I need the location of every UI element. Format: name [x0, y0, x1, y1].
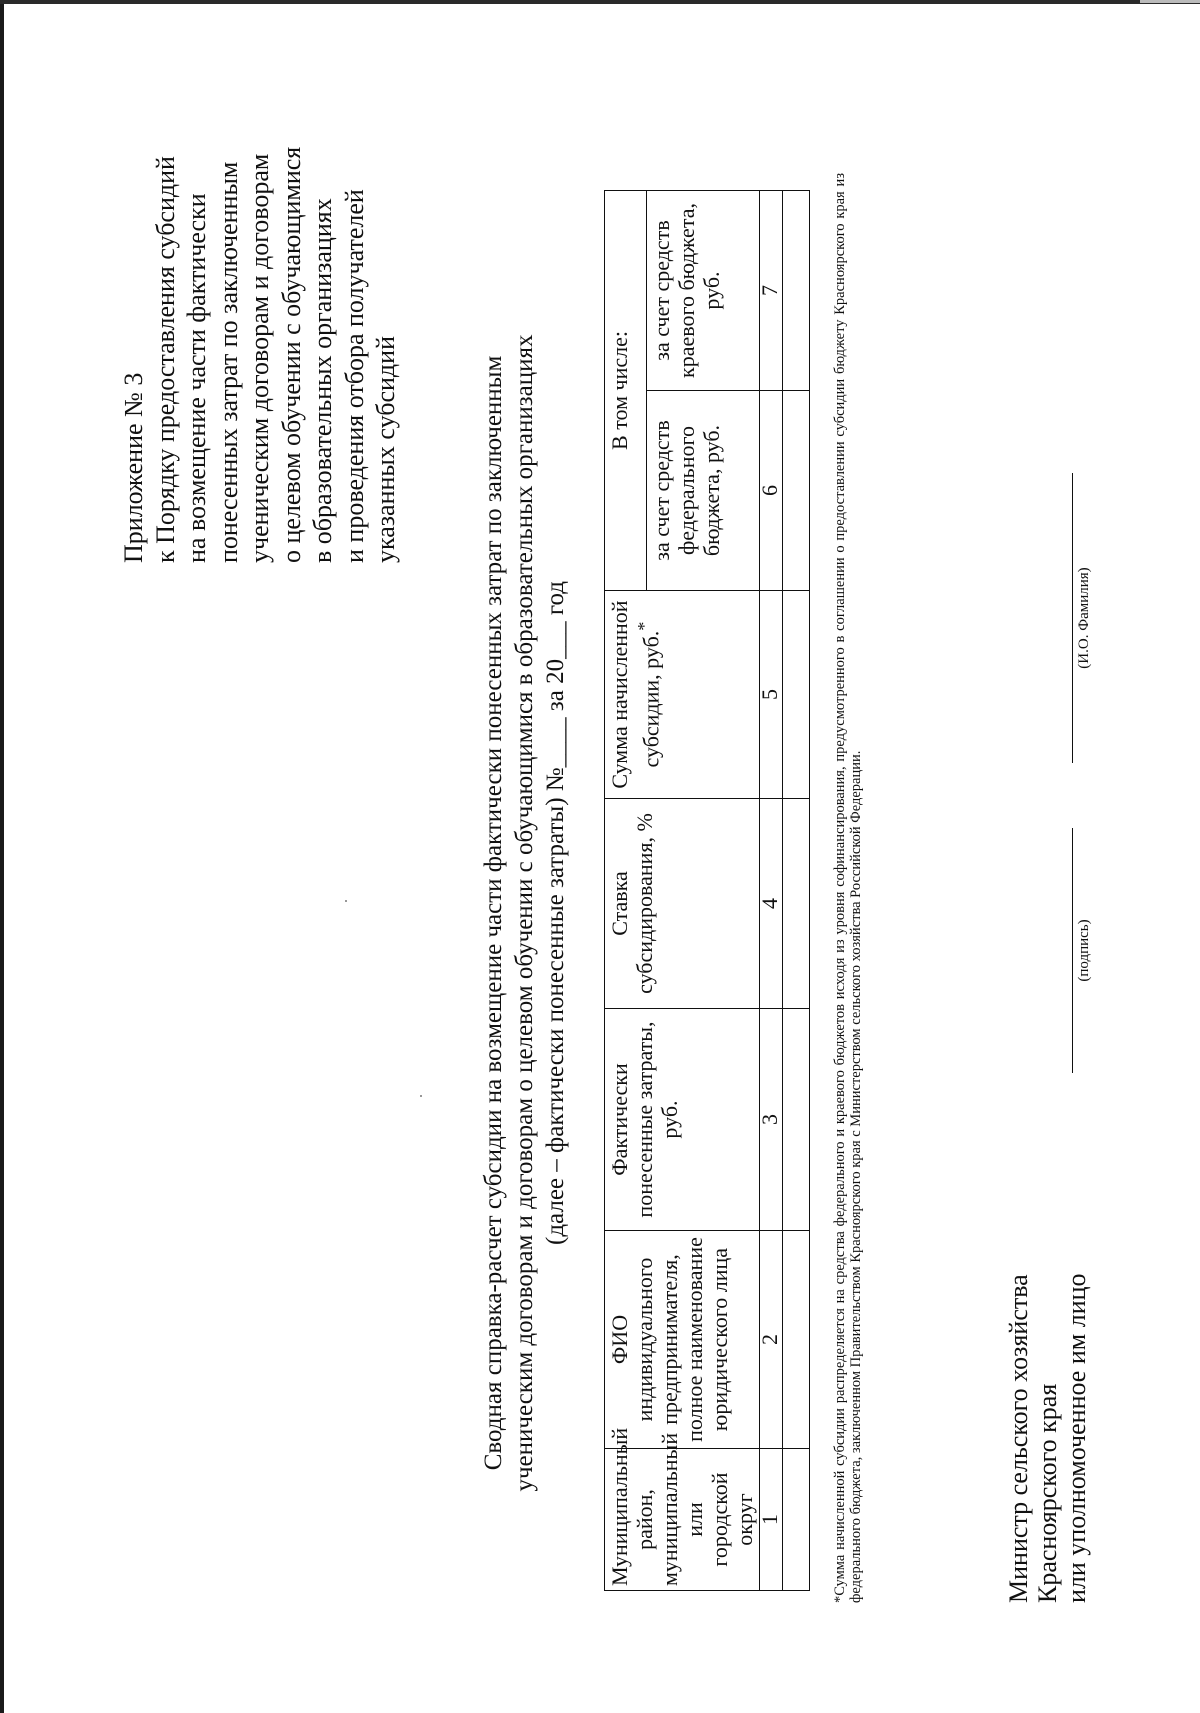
- empty-cell[interactable]: [783, 1231, 810, 1449]
- empty-cell[interactable]: [783, 191, 810, 391]
- empty-cell[interactable]: [783, 1449, 810, 1591]
- appendix-line: в образовательных организациях: [308, 198, 337, 563]
- header-including-group: В том числе:: [605, 191, 647, 591]
- appendix-line: к Порядку предоставления субсидий: [150, 156, 180, 563]
- header-municipality: Муниципальный район, муниципальный или городской округ: [605, 1449, 760, 1591]
- header-federal-budget: за счет средств федерального бюджета, руб.: [647, 391, 760, 591]
- column-number: 7: [760, 191, 783, 391]
- empty-cell[interactable]: [783, 799, 810, 1009]
- appendix-line: ученическим договорам и договорам: [245, 153, 274, 563]
- header-recipient-name: ФИО индивидуального предпринимателя, полное наименование юридического лица: [605, 1231, 760, 1449]
- column-number: 2: [760, 1231, 783, 1449]
- footnote: *Сумма начисленной субсидии распределяется на средства федерального и краевого бюджетов исходя из уровня софинансирования, предусмотренного в соглашении о предоставлении субсидии бюджету Красноярского края из федерального бюджета, заключенном Правительством Красноярского края с Министерством сельского хозяйства Российской Федерации.: [832, 173, 864, 1603]
- column-number: 3: [760, 1009, 783, 1231]
- signer-line: или уполномоченное им лицо: [1062, 1273, 1091, 1603]
- appendix-line: о целевом обучении с обучающимися: [276, 146, 306, 563]
- header-subsidy-amount-label: Сумма начисленной субсидии, руб.: [607, 600, 664, 789]
- title-line: ученическим договорам и договорам о целевом обучении с обучающимися в образовательных организациях: [511, 334, 538, 1492]
- subsidy-calculation-table: [604, 190, 810, 1591]
- table-row: [783, 191, 810, 1591]
- column-number: 5: [760, 591, 783, 799]
- signature-line[interactable]: [1072, 828, 1073, 1073]
- empty-cell[interactable]: [783, 391, 810, 591]
- appendix-line: указанных субсидий: [371, 336, 400, 563]
- appendix-line: Приложение № 3: [119, 372, 148, 563]
- document-title: [478, 313, 571, 1513]
- appendix-line: на возмещение части фактически: [182, 193, 211, 563]
- header-actual-costs: Фактически понесенные затраты, руб.: [605, 1009, 760, 1231]
- signer-block: [1004, 1083, 1091, 1603]
- footnote-marker: *: [634, 621, 654, 631]
- name-caption: (И.О. Фамилия): [1076, 567, 1092, 669]
- header-regional-budget: за счет средств краевого бюджета, руб.: [647, 191, 760, 391]
- appendix-line: и проведения отбора получателей: [339, 189, 369, 563]
- name-line[interactable]: [1072, 473, 1073, 763]
- empty-cell[interactable]: [783, 591, 810, 799]
- column-number: 6: [760, 391, 783, 591]
- column-number: 4: [760, 799, 783, 1009]
- column-number-row: [760, 191, 783, 1591]
- table-header-row: [605, 191, 647, 1591]
- signer-line: Красноярского края: [1033, 1383, 1062, 1603]
- title-line: (далее – фактически понесенные затраты) №____ за 20___ год: [542, 581, 569, 1245]
- appendix-line: понесенных затрат по заключенным: [213, 161, 243, 563]
- header-subsidy-rate: Ставка субсидирования, %: [605, 799, 760, 1009]
- signature-caption: (подпись): [1076, 919, 1092, 982]
- appendix-header: [118, 3, 402, 563]
- signer-line: Министр сельского хозяйства: [1004, 1274, 1033, 1603]
- title-line: Сводная справка-расчет субсидии на возмещение части фактически понесенных затрат по заключенным: [480, 355, 507, 1471]
- header-subsidy-amount: [605, 591, 760, 799]
- column-number: 1: [760, 1449, 783, 1591]
- empty-cell[interactable]: [783, 1009, 810, 1231]
